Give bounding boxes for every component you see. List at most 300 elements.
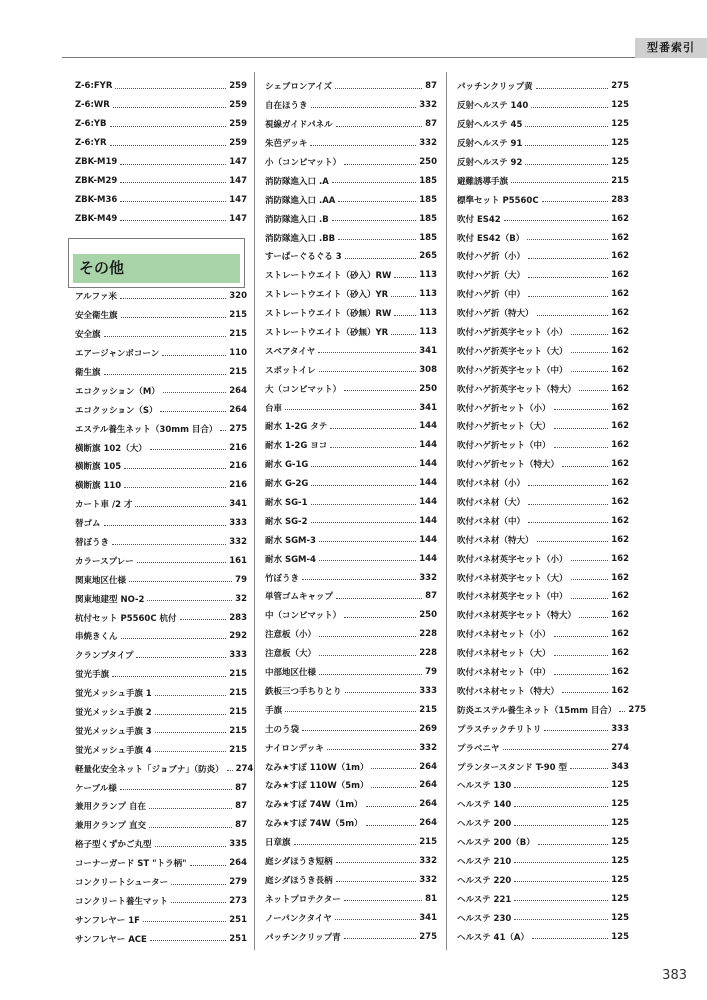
leader-dots [124,487,226,488]
entry-name: ヘルステ 200（B） [457,838,535,849]
entry-name: ストレートウエイト（砂入）YR [265,290,389,301]
entry-page: 228 [419,629,437,640]
index-entry [457,870,629,889]
index-entry [75,514,247,533]
entry-name: ヘルステ 200 [457,819,512,830]
entry-name: 吹付ハゲ折セット（大） [457,422,551,433]
entry-name: 耐水 SGM-3 [265,535,316,546]
leader-dots [344,617,416,618]
leader-dots [344,390,416,391]
index-entry [265,360,437,379]
index-entry [75,438,247,457]
leader-dots [120,789,232,790]
index-entry [265,795,437,814]
leader-dots [319,371,417,372]
entry-page: 162 [611,572,629,583]
entry-page: 273 [229,895,247,906]
index-entry [75,721,247,740]
leader-dots [528,485,608,486]
index-entry [75,287,247,306]
leader-dots [335,919,416,920]
entry-page: 162 [611,591,629,602]
entry-page: 264 [229,385,247,396]
leader-dots [344,164,416,165]
index-entry [75,96,247,115]
index-entry [75,627,247,646]
leader-dots [149,808,232,809]
column-divider [446,72,447,950]
entry-page: 274 [611,742,629,753]
leader-dots [319,636,416,637]
index-entry [75,476,247,495]
index-entry [75,892,247,911]
entry-name: 吹付ハゲ折セット（中） [457,441,551,452]
index-entry [457,228,629,247]
leader-dots [319,541,416,542]
index-entry [75,190,247,209]
index-entry [75,608,247,627]
index-entry [457,700,647,719]
entry-page: 79 [425,667,437,678]
index-entry [457,587,629,606]
entry-page: 215 [419,704,437,715]
index-entry [75,929,247,948]
leader-dots [120,298,226,299]
entry-page: 250 [419,383,437,394]
entry-page: 275 [229,423,248,434]
leader-dots [330,447,416,448]
entry-page: 113 [419,327,437,338]
leader-dots [104,336,227,337]
index-entry [457,493,629,512]
entry-page: 162 [611,308,629,319]
entry-name: コーナーガード ST "トラ柄" [75,859,187,870]
index-entry [265,493,437,512]
leader-dots [344,900,422,901]
entry-name: 注意板（大） [265,649,317,660]
index-entry [265,870,437,889]
index-entry [457,663,629,682]
column-divider [254,72,255,950]
entry-name: 中部地区仕様 [265,668,317,679]
leader-dots [514,825,608,826]
entry-name: ヘルステ 221 [457,894,512,905]
leader-dots [514,881,608,882]
entry-page: 264 [229,858,247,869]
entry-page: 87 [235,820,247,831]
leader-dots [135,506,226,507]
entry-page: 215 [229,310,247,321]
entry-name: 消防隊進入口 .AA [265,195,336,206]
entry-page: 264 [419,761,437,772]
index-entry [457,852,629,871]
entry-name: 吹付バネ材セット（中） [457,668,551,679]
index-entry [457,436,629,455]
entry-page: 185 [419,175,437,186]
entry-name: 吹付ハゲ折（特大） [457,309,534,320]
leader-dots [345,258,417,259]
entry-name: ストレートウエイト（砂無）RW [265,309,392,320]
index-entry [75,873,247,892]
entry-page: 185 [419,232,437,243]
entry-page: 264 [419,780,437,791]
entry-name: 串焼きくん [75,632,118,643]
entry-name: 耐水 1-2G ヨコ [265,441,328,452]
entry-page: 87 [425,81,437,92]
leader-dots [110,145,227,146]
entry-name: 耐水 G-1G [265,460,309,471]
entry-page: 162 [611,440,629,451]
index-entry [457,209,629,228]
leader-dots [319,655,416,656]
entry-name: 格子型くずかご丸型 [75,840,152,851]
index-entry [265,398,437,417]
index-entry [265,625,437,644]
entry-name: 吹付ハゲ折英字セット（特大） [457,384,577,395]
entry-page: 162 [611,553,629,564]
entry-page: 162 [611,610,629,621]
leader-dots [137,562,227,563]
entry-name: 消防隊進入口 .B [265,214,329,225]
entry-page: 275 [628,704,647,715]
entry-page: 332 [419,100,437,111]
leader-dots [311,107,417,108]
entry-page: 113 [419,270,437,281]
index-entry [265,153,437,172]
leader-dots [113,107,226,108]
entry-name: ヘルステ 41（A） [457,932,529,943]
entry-page: 162 [611,534,629,545]
leader-dots [511,182,608,183]
entry-page: 259 [229,81,247,92]
index-entry [457,266,629,285]
entry-page: 341 [229,499,247,510]
index-entry [265,814,437,833]
index-entry [75,77,247,96]
entry-name: 吹付ハゲ折英字セット（中） [457,365,568,376]
entry-page: 125 [611,818,629,829]
index-entry [265,587,437,606]
leader-dots [319,560,416,561]
entry-page: 341 [419,402,437,413]
entry-page: 332 [419,855,437,866]
entry-name: 消防隊進入口 .BB [265,233,336,244]
entry-name: 大（コンビマット） [265,384,342,395]
entry-page: 269 [419,723,437,734]
index-entry [457,682,629,701]
leader-dots [619,711,625,712]
entry-page: 87 [425,591,437,602]
index-entry [265,247,437,266]
leader-dots [104,374,227,375]
entry-page: 162 [611,364,629,375]
leader-dots [335,88,422,89]
entry-page: 125 [611,931,629,942]
entry-name: 注意板（小） [265,630,317,641]
entry-name: パッチンクリップ青 [265,932,341,943]
index-entry [75,589,247,608]
entry-name: 吹付バネ材セット（特大） [457,686,560,697]
index-entry [265,209,437,228]
index-entry [265,549,437,568]
entry-name: ヘルステ 220 [457,875,512,886]
leader-dots [525,145,608,146]
leader-dots [180,619,227,620]
entry-page: 32 [235,593,247,604]
leader-dots [344,938,417,939]
leader-dots [171,884,226,885]
leader-dots [571,560,609,561]
entry-name: カラースプレー [75,556,134,567]
index-entry [265,96,437,115]
entry-name: 吹付 ES42（B） [457,233,525,244]
entry-name: 吹付バネ材英字セット（小） [457,554,568,565]
section-box [68,238,245,288]
entry-name: エコクッション（M） [75,386,160,397]
index-entry [75,457,247,476]
index-entry [265,889,437,908]
entry-name: 吹付バネ材セット（大） [457,649,551,660]
entry-page: 110 [229,348,247,359]
entry-name: Z-6:WR [75,100,110,111]
leader-dots [504,220,609,221]
entry-page: 162 [611,251,629,262]
entry-page: 147 [229,213,247,224]
leader-dots [336,881,417,882]
entry-name: 台車 [265,403,283,414]
index-entry [265,115,437,134]
leader-dots [554,409,609,410]
entry-name: 標準セット P5560C [457,195,539,206]
entry-name: 関東地建型 NO-2 [75,594,145,605]
leader-dots [120,201,226,202]
index-entry [75,570,247,589]
entry-name: ZBK-M49 [75,213,118,224]
index-entry [457,379,629,398]
entry-name: 視線ガイドパネル [265,120,333,131]
entry-name: サンフレヤー 1F [75,915,140,926]
leader-dots [536,88,609,89]
entry-page: 144 [419,515,437,526]
entry-page: 125 [611,799,629,810]
entry-page: 320 [229,291,247,302]
index-entry [457,927,629,946]
entry-name: 小（コンビマット） [265,158,342,168]
index-entry [75,910,247,929]
entry-page: 144 [419,478,437,489]
entry-page: 162 [611,383,629,394]
index-column-1-top [75,77,247,228]
entry-page: 113 [419,289,437,300]
entry-page: 343 [611,761,629,772]
leader-dots [542,201,609,202]
entry-page: 215 [229,367,247,377]
leader-dots [527,239,608,240]
index-entry [265,757,437,776]
entry-page: 185 [419,194,437,205]
entry-page: 147 [229,194,247,205]
entry-page: 162 [611,629,629,640]
leader-dots [171,902,226,903]
entry-name: エステル養生ネット（30mm 目合） [75,424,218,435]
index-entry [457,360,629,379]
leader-dots [571,352,609,353]
leader-dots [163,392,226,393]
entry-page: 162 [611,459,629,470]
entry-page: 292 [229,631,247,642]
leader-dots [537,541,609,542]
leader-dots [562,692,608,693]
entry-page: 79 [235,574,247,585]
entry-name: クランプタイプ [75,651,134,662]
entry-page: 185 [419,213,437,224]
entry-page: 113 [419,308,437,319]
entry-page: 81 [425,893,437,904]
index-entry [265,511,437,530]
entry-name: 単管ゴムキャップ [265,592,334,603]
entry-name: ヘルステ 140 [457,800,512,811]
index-entry [457,549,629,568]
leader-dots [311,485,416,486]
leader-dots [571,371,609,372]
index-entry [457,625,629,644]
index-entry [265,323,437,342]
leader-dots [336,862,417,863]
index-entry [265,171,437,190]
leader-dots [528,522,608,523]
entry-page: 333 [419,685,437,696]
leader-dots [147,600,232,601]
entry-name: 横断旗 110 [75,481,122,492]
leader-dots [155,695,227,696]
leader-dots [528,277,608,278]
index-entry [457,304,629,323]
index-entry [457,285,629,304]
index-column-2 [265,77,437,946]
leader-dots [371,768,416,769]
entry-name: ヘルステ 210 [457,856,512,867]
index-entry [457,814,629,833]
entry-name: 杭付セット P5560C 杭付 [75,613,177,624]
entry-name: 中（コンビマット） [265,611,342,622]
entry-name: Z-6:FYR [75,81,113,92]
entry-page: 125 [611,893,629,904]
index-entry [457,96,629,115]
leader-dots [112,544,226,545]
entry-name: 吹付ハゲ折セット（小） [457,403,551,414]
entry-page: 333 [229,518,247,529]
entry-page: 259 [229,119,247,130]
entry-page: 264 [229,404,247,415]
entry-page: 144 [419,553,437,564]
leader-dots [554,428,609,429]
index-entry [457,323,629,342]
leader-dots [136,657,226,658]
leader-dots [311,504,417,505]
leader-dots [121,638,227,639]
index-entry [457,171,629,190]
entry-page: 283 [229,612,247,623]
leader-dots [318,352,416,353]
leader-dots [537,315,609,316]
index-entry [265,304,437,323]
index-entry [75,325,247,344]
index-entry [457,417,629,436]
index-entry [265,228,437,247]
leader-dots [143,921,226,922]
entry-name: 耐水 SG-1 [265,498,308,509]
entry-page: 332 [229,537,247,548]
entry-page: 332 [419,742,437,753]
index-entry [265,455,437,474]
entry-name: なみ★すぽ 74W（5m） [265,819,363,830]
entry-name: ストレートウエイト（砂無）YR [265,328,389,339]
entry-page: 162 [611,289,629,300]
entry-name: エアージャンボコーン [75,349,160,360]
leader-dots [110,126,227,127]
leader-dots [514,862,608,863]
entry-page: 215 [229,688,247,699]
leader-dots [120,220,226,221]
entry-name: 吹付ハゲ折英字セット（小） [457,328,568,339]
entry-name: 耐水 1-2G タテ [265,422,328,433]
entry-page: 147 [229,175,247,186]
index-entry [265,341,437,360]
entry-name: ノーパンクタイヤ [265,913,332,924]
leader-dots [190,865,227,866]
entry-name: 吹付ハゲ折（小） [457,252,526,263]
leader-dots [514,787,608,788]
leader-dots [129,581,232,582]
entry-name: 兼用クランプ 直交 [75,821,146,832]
entry-name: パッチンクリップ黄 [457,82,533,93]
entry-page: 264 [419,799,437,810]
index-entry [265,568,437,587]
entry-name: 鉄板三つ手ちりとり [265,686,342,697]
index-entry [457,115,629,134]
entry-page: 162 [611,345,629,356]
entry-page: 87 [425,119,437,130]
index-entry [457,341,629,360]
entry-name: 蛍光メッシュ手旗 4 [75,745,152,756]
entry-page: 125 [611,780,629,791]
entry-page: 250 [419,610,437,621]
entry-page: 279 [229,877,247,888]
entry-page: 125 [611,100,629,111]
index-entry [75,665,247,684]
index-entry [457,530,629,549]
leader-dots [311,466,416,467]
index-entry [265,719,437,738]
entry-page: 215 [229,725,247,736]
index-entry [75,115,247,134]
index-entry [265,285,437,304]
leader-dots [538,844,608,845]
entry-page: 125 [611,874,629,885]
leader-dots [150,940,226,941]
entry-page: 308 [419,364,437,375]
entry-name: 吹付バネ材セット（小） [457,630,551,641]
header-tab: 型番索引 [635,38,707,58]
leader-dots [528,296,608,297]
entry-page: 162 [611,213,629,224]
entry-page: 332 [419,138,437,149]
index-entry [75,778,247,797]
entry-name: ZBK-M29 [75,175,118,186]
index-entry [457,738,629,757]
entry-name: 替ぼうき [75,538,110,549]
leader-dots [571,598,609,599]
